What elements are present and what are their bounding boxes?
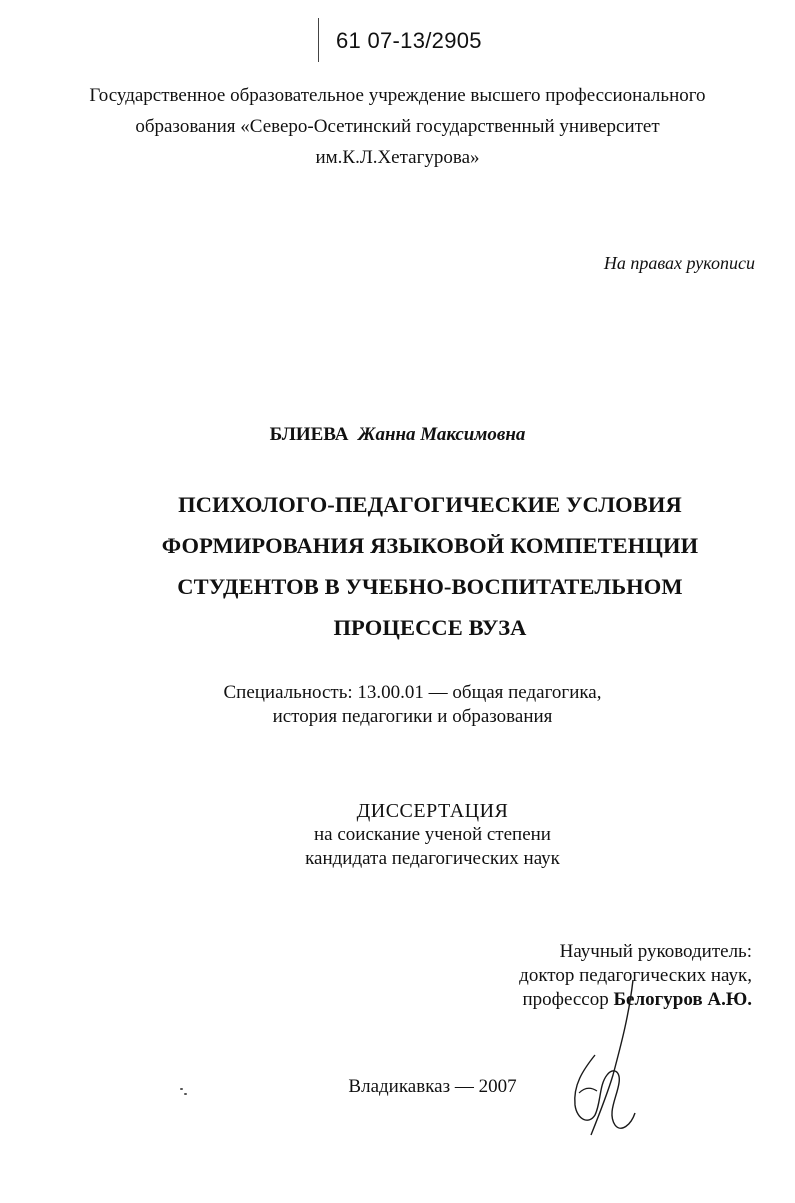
registration-number: 61 07-13/2905 <box>336 28 482 53</box>
institution-line: им.К.Л.Хетагурова» <box>315 147 480 168</box>
institution-line: Государственное образовательное учреждение высшего профессионального <box>89 85 706 106</box>
dissertation-block <box>0 799 795 871</box>
registration-stamp <box>318 18 490 62</box>
dissertation-heading: ДИССЕРТАЦИЯ <box>356 800 509 822</box>
advisor-name: Белогуров А.Ю. <box>613 989 752 1010</box>
degree-line: кандидата педагогических наук <box>305 848 560 869</box>
advisor-rank: профессор <box>522 989 609 1010</box>
specialty-line: Специальность: 13.00.01 — общая педагогика, <box>223 682 602 703</box>
place-year: Владикавказ — 2007 <box>348 1076 517 1097</box>
institution-block <box>0 80 795 173</box>
specialty-line: история педагогики и образования <box>272 706 553 727</box>
advisor-degree: доктор педагогических наук, <box>519 965 752 986</box>
title-line: ФОРМИРОВАНИЯ ЯЗЫКОВОЙ КОМПЕТЕНЦИИ <box>161 533 699 558</box>
author-surname: БЛИЕВА <box>269 424 349 445</box>
title-line: ПСИХОЛОГО-ПЕДАГОГИЧЕСКИЕ УСЛОВИЯ <box>178 492 682 517</box>
author-name: Жанна Максимовна <box>358 424 526 445</box>
specialty-block <box>0 681 795 729</box>
degree-line: на соискание ученой степени <box>314 824 551 845</box>
title-line: ПРОЦЕССЕ ВУЗА <box>333 615 527 640</box>
signature-image <box>555 975 645 1145</box>
dissertation-title <box>0 484 795 648</box>
title-line: СТУДЕНТОВ В УЧЕБНО-ВОСПИТАТЕЛЬНОМ <box>177 574 683 599</box>
stamp-divider <box>318 18 319 62</box>
advisor-label: Научный руководитель: <box>559 941 752 962</box>
institution-line: образования «Северо-Осетинский государственный университет <box>135 116 660 137</box>
author <box>0 424 795 446</box>
manuscript-rights-note: На правах рукописи <box>603 253 755 273</box>
